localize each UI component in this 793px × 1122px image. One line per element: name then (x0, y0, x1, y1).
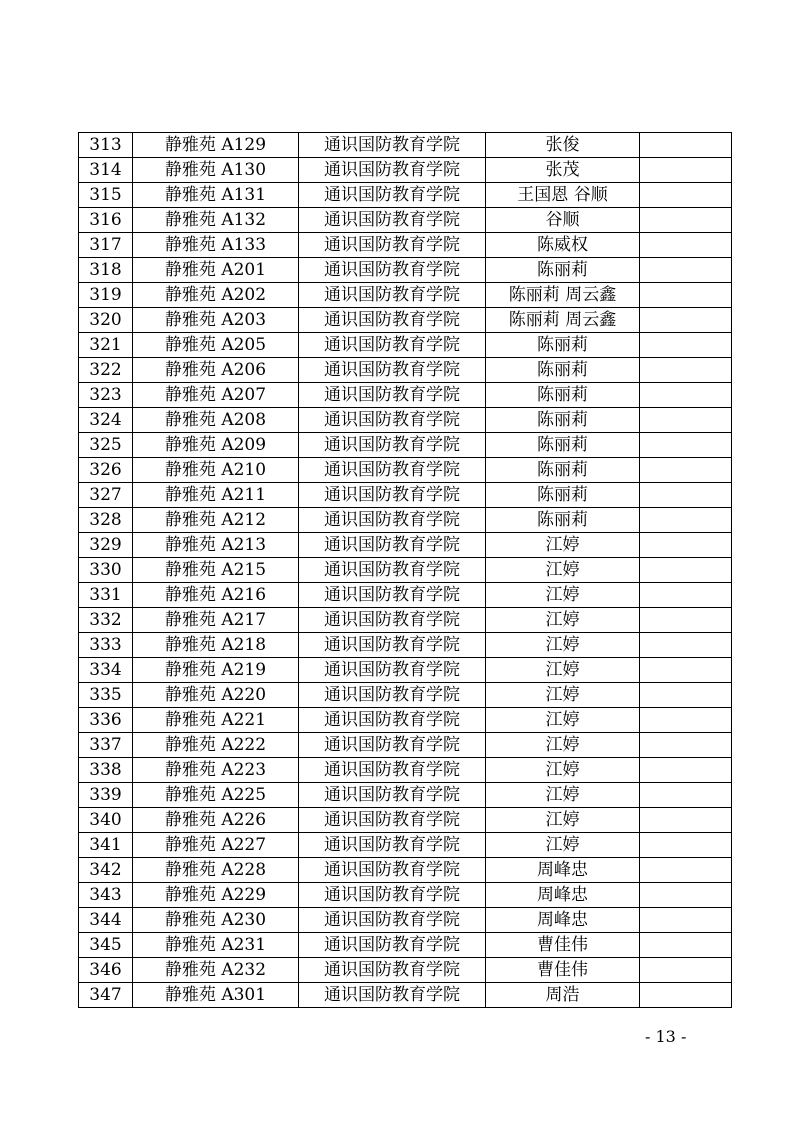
college-cell: 通识国防教育学院 (299, 758, 486, 783)
table-row (79, 158, 732, 183)
table-row (79, 233, 732, 258)
person-cell: 张茂 (486, 158, 640, 183)
table-row (79, 808, 732, 833)
room-cell: 静雅苑 A219 (133, 658, 299, 683)
table-row (79, 983, 732, 1008)
person-cell: 江婷 (486, 583, 640, 608)
note-cell (640, 433, 732, 458)
room-cell: 静雅苑 A229 (133, 883, 299, 908)
room-cell: 静雅苑 A210 (133, 458, 299, 483)
room-cell: 静雅苑 A218 (133, 633, 299, 658)
row-number-cell: 341 (79, 833, 133, 858)
note-cell (640, 783, 732, 808)
person-cell: 陈丽莉 (486, 383, 640, 408)
room-cell: 静雅苑 A205 (133, 333, 299, 358)
room-cell: 静雅苑 A206 (133, 358, 299, 383)
person-cell: 陈丽莉 (486, 458, 640, 483)
note-cell (640, 683, 732, 708)
table-row (79, 833, 732, 858)
person-cell: 周浩 (486, 983, 640, 1008)
college-cell: 通识国防教育学院 (299, 958, 486, 983)
note-cell (640, 533, 732, 558)
room-cell: 静雅苑 A132 (133, 208, 299, 233)
note-cell (640, 133, 732, 158)
table-row (79, 183, 732, 208)
table-row (79, 258, 732, 283)
college-cell: 通识国防教育学院 (299, 333, 486, 358)
room-cell: 静雅苑 A203 (133, 308, 299, 333)
note-cell (640, 658, 732, 683)
table-body (79, 133, 732, 1008)
note-cell (640, 233, 732, 258)
table-row (79, 383, 732, 408)
room-cell: 静雅苑 A222 (133, 733, 299, 758)
row-number-cell: 338 (79, 758, 133, 783)
table-row (79, 408, 732, 433)
person-cell: 周峰忠 (486, 858, 640, 883)
college-cell: 通识国防教育学院 (299, 433, 486, 458)
person-cell: 江婷 (486, 733, 640, 758)
table-row (79, 908, 732, 933)
college-cell: 通识国防教育学院 (299, 783, 486, 808)
note-cell (640, 283, 732, 308)
college-cell: 通识国防教育学院 (299, 283, 486, 308)
note-cell (640, 883, 732, 908)
table-row (79, 608, 732, 633)
table-row (79, 433, 732, 458)
note-cell (640, 358, 732, 383)
note-cell (640, 333, 732, 358)
person-cell: 江婷 (486, 708, 640, 733)
college-cell: 通识国防教育学院 (299, 883, 486, 908)
row-number-cell: 342 (79, 858, 133, 883)
note-cell (640, 608, 732, 633)
row-number-cell: 314 (79, 158, 133, 183)
room-cell: 静雅苑 A207 (133, 383, 299, 408)
table-row (79, 733, 732, 758)
note-cell (640, 258, 732, 283)
table-row (79, 583, 732, 608)
college-cell: 通识国防教育学院 (299, 533, 486, 558)
row-number-cell: 345 (79, 933, 133, 958)
row-number-cell: 335 (79, 683, 133, 708)
note-cell (640, 383, 732, 408)
note-cell (640, 733, 732, 758)
table-row (79, 308, 732, 333)
room-cell: 静雅苑 A226 (133, 808, 299, 833)
room-assignment-table (78, 132, 732, 1008)
college-cell: 通识国防教育学院 (299, 608, 486, 633)
row-number-cell: 323 (79, 383, 133, 408)
college-cell: 通识国防教育学院 (299, 683, 486, 708)
note-cell (640, 633, 732, 658)
table-row (79, 633, 732, 658)
note-cell (640, 983, 732, 1008)
college-cell: 通识国防教育学院 (299, 258, 486, 283)
note-cell (640, 933, 732, 958)
row-number-cell: 339 (79, 783, 133, 808)
person-cell: 周峰忠 (486, 883, 640, 908)
person-cell: 江婷 (486, 808, 640, 833)
room-cell: 静雅苑 A301 (133, 983, 299, 1008)
person-cell: 江婷 (486, 533, 640, 558)
college-cell: 通识国防教育学院 (299, 983, 486, 1008)
person-cell: 江婷 (486, 758, 640, 783)
row-number-cell: 332 (79, 608, 133, 633)
table-row (79, 358, 732, 383)
note-cell (640, 858, 732, 883)
row-number-cell: 343 (79, 883, 133, 908)
person-cell: 陈丽莉 (486, 358, 640, 383)
person-cell: 曹佳伟 (486, 958, 640, 983)
room-cell: 静雅苑 A130 (133, 158, 299, 183)
room-cell: 静雅苑 A230 (133, 908, 299, 933)
table-row (79, 758, 732, 783)
college-cell: 通识国防教育学院 (299, 583, 486, 608)
note-cell (640, 408, 732, 433)
row-number-cell: 322 (79, 358, 133, 383)
note-cell (640, 158, 732, 183)
note-cell (640, 558, 732, 583)
room-cell: 静雅苑 A211 (133, 483, 299, 508)
college-cell: 通识国防教育学院 (299, 408, 486, 433)
row-number-cell: 321 (79, 333, 133, 358)
row-number-cell: 324 (79, 408, 133, 433)
table-row (79, 858, 732, 883)
note-cell (640, 833, 732, 858)
note-cell (640, 483, 732, 508)
note-cell (640, 208, 732, 233)
table-row (79, 533, 732, 558)
row-number-cell: 325 (79, 433, 133, 458)
college-cell: 通识国防教育学院 (299, 508, 486, 533)
room-cell: 静雅苑 A223 (133, 758, 299, 783)
college-cell: 通识国防教育学院 (299, 208, 486, 233)
table-row (79, 508, 732, 533)
room-cell: 静雅苑 A213 (133, 533, 299, 558)
row-number-cell: 340 (79, 808, 133, 833)
person-cell: 江婷 (486, 783, 640, 808)
row-number-cell: 328 (79, 508, 133, 533)
college-cell: 通识国防教育学院 (299, 358, 486, 383)
note-cell (640, 708, 732, 733)
table-row (79, 933, 732, 958)
room-cell: 静雅苑 A228 (133, 858, 299, 883)
person-cell: 张俊 (486, 133, 640, 158)
person-cell: 陈丽莉 (486, 483, 640, 508)
room-cell: 静雅苑 A232 (133, 958, 299, 983)
row-number-cell: 317 (79, 233, 133, 258)
row-number-cell: 336 (79, 708, 133, 733)
row-number-cell: 313 (79, 133, 133, 158)
college-cell: 通识国防教育学院 (299, 908, 486, 933)
college-cell: 通识国防教育学院 (299, 933, 486, 958)
note-cell (640, 458, 732, 483)
college-cell: 通识国防教育学院 (299, 633, 486, 658)
person-cell: 陈丽莉 周云鑫 (486, 283, 640, 308)
row-number-cell: 333 (79, 633, 133, 658)
note-cell (640, 808, 732, 833)
college-cell: 通识国防教育学院 (299, 158, 486, 183)
row-number-cell: 329 (79, 533, 133, 558)
person-cell: 周峰忠 (486, 908, 640, 933)
room-cell: 静雅苑 A215 (133, 558, 299, 583)
college-cell: 通识国防教育学院 (299, 733, 486, 758)
college-cell: 通识国防教育学院 (299, 308, 486, 333)
room-cell: 静雅苑 A220 (133, 683, 299, 708)
row-number-cell: 320 (79, 308, 133, 333)
row-number-cell: 331 (79, 583, 133, 608)
table-row (79, 558, 732, 583)
person-cell: 江婷 (486, 558, 640, 583)
college-cell: 通识国防教育学院 (299, 483, 486, 508)
row-number-cell: 326 (79, 458, 133, 483)
college-cell: 通识国防教育学院 (299, 808, 486, 833)
table-row (79, 783, 732, 808)
room-cell: 静雅苑 A212 (133, 508, 299, 533)
person-cell: 曹佳伟 (486, 933, 640, 958)
room-cell: 静雅苑 A202 (133, 283, 299, 308)
college-cell: 通识国防教育学院 (299, 858, 486, 883)
note-cell (640, 908, 732, 933)
note-cell (640, 183, 732, 208)
college-cell: 通识国防教育学院 (299, 458, 486, 483)
row-number-cell: 319 (79, 283, 133, 308)
person-cell: 江婷 (486, 608, 640, 633)
college-cell: 通识国防教育学院 (299, 233, 486, 258)
note-cell (640, 583, 732, 608)
row-number-cell: 334 (79, 658, 133, 683)
row-number-cell: 330 (79, 558, 133, 583)
row-number-cell: 315 (79, 183, 133, 208)
person-cell: 谷顺 (486, 208, 640, 233)
person-cell: 江婷 (486, 658, 640, 683)
table-row (79, 458, 732, 483)
table-row (79, 883, 732, 908)
table-row (79, 333, 732, 358)
table-row (79, 708, 732, 733)
note-cell (640, 308, 732, 333)
table-row (79, 958, 732, 983)
person-cell: 陈威权 (486, 233, 640, 258)
college-cell: 通识国防教育学院 (299, 658, 486, 683)
table-row (79, 683, 732, 708)
page-number: - 13 - (645, 1027, 687, 1046)
room-cell: 静雅苑 A129 (133, 133, 299, 158)
person-cell: 陈丽莉 (486, 433, 640, 458)
college-cell: 通识国防教育学院 (299, 133, 486, 158)
room-cell: 静雅苑 A227 (133, 833, 299, 858)
person-cell: 陈丽莉 (486, 333, 640, 358)
room-cell: 静雅苑 A208 (133, 408, 299, 433)
row-number-cell: 337 (79, 733, 133, 758)
note-cell (640, 508, 732, 533)
person-cell: 陈丽莉 (486, 408, 640, 433)
row-number-cell: 318 (79, 258, 133, 283)
person-cell: 江婷 (486, 683, 640, 708)
table-row (79, 483, 732, 508)
table-row (79, 658, 732, 683)
room-cell: 静雅苑 A217 (133, 608, 299, 633)
room-cell: 静雅苑 A231 (133, 933, 299, 958)
table-row (79, 283, 732, 308)
room-cell: 静雅苑 A209 (133, 433, 299, 458)
room-cell: 静雅苑 A225 (133, 783, 299, 808)
row-number-cell: 327 (79, 483, 133, 508)
room-cell: 静雅苑 A133 (133, 233, 299, 258)
row-number-cell: 346 (79, 958, 133, 983)
note-cell (640, 758, 732, 783)
person-cell: 陈丽莉 (486, 508, 640, 533)
room-cell: 静雅苑 A201 (133, 258, 299, 283)
college-cell: 通识国防教育学院 (299, 183, 486, 208)
room-cell: 静雅苑 A131 (133, 183, 299, 208)
person-cell: 江婷 (486, 633, 640, 658)
college-cell: 通识国防教育学院 (299, 708, 486, 733)
college-cell: 通识国防教育学院 (299, 383, 486, 408)
row-number-cell: 344 (79, 908, 133, 933)
row-number-cell: 347 (79, 983, 133, 1008)
table-row (79, 208, 732, 233)
note-cell (640, 958, 732, 983)
person-cell: 江婷 (486, 833, 640, 858)
room-cell: 静雅苑 A221 (133, 708, 299, 733)
row-number-cell: 316 (79, 208, 133, 233)
college-cell: 通识国防教育学院 (299, 833, 486, 858)
room-cell: 静雅苑 A216 (133, 583, 299, 608)
person-cell: 王国恩 谷顺 (486, 183, 640, 208)
person-cell: 陈丽莉 (486, 258, 640, 283)
college-cell: 通识国防教育学院 (299, 558, 486, 583)
table-row (79, 133, 732, 158)
person-cell: 陈丽莉 周云鑫 (486, 308, 640, 333)
